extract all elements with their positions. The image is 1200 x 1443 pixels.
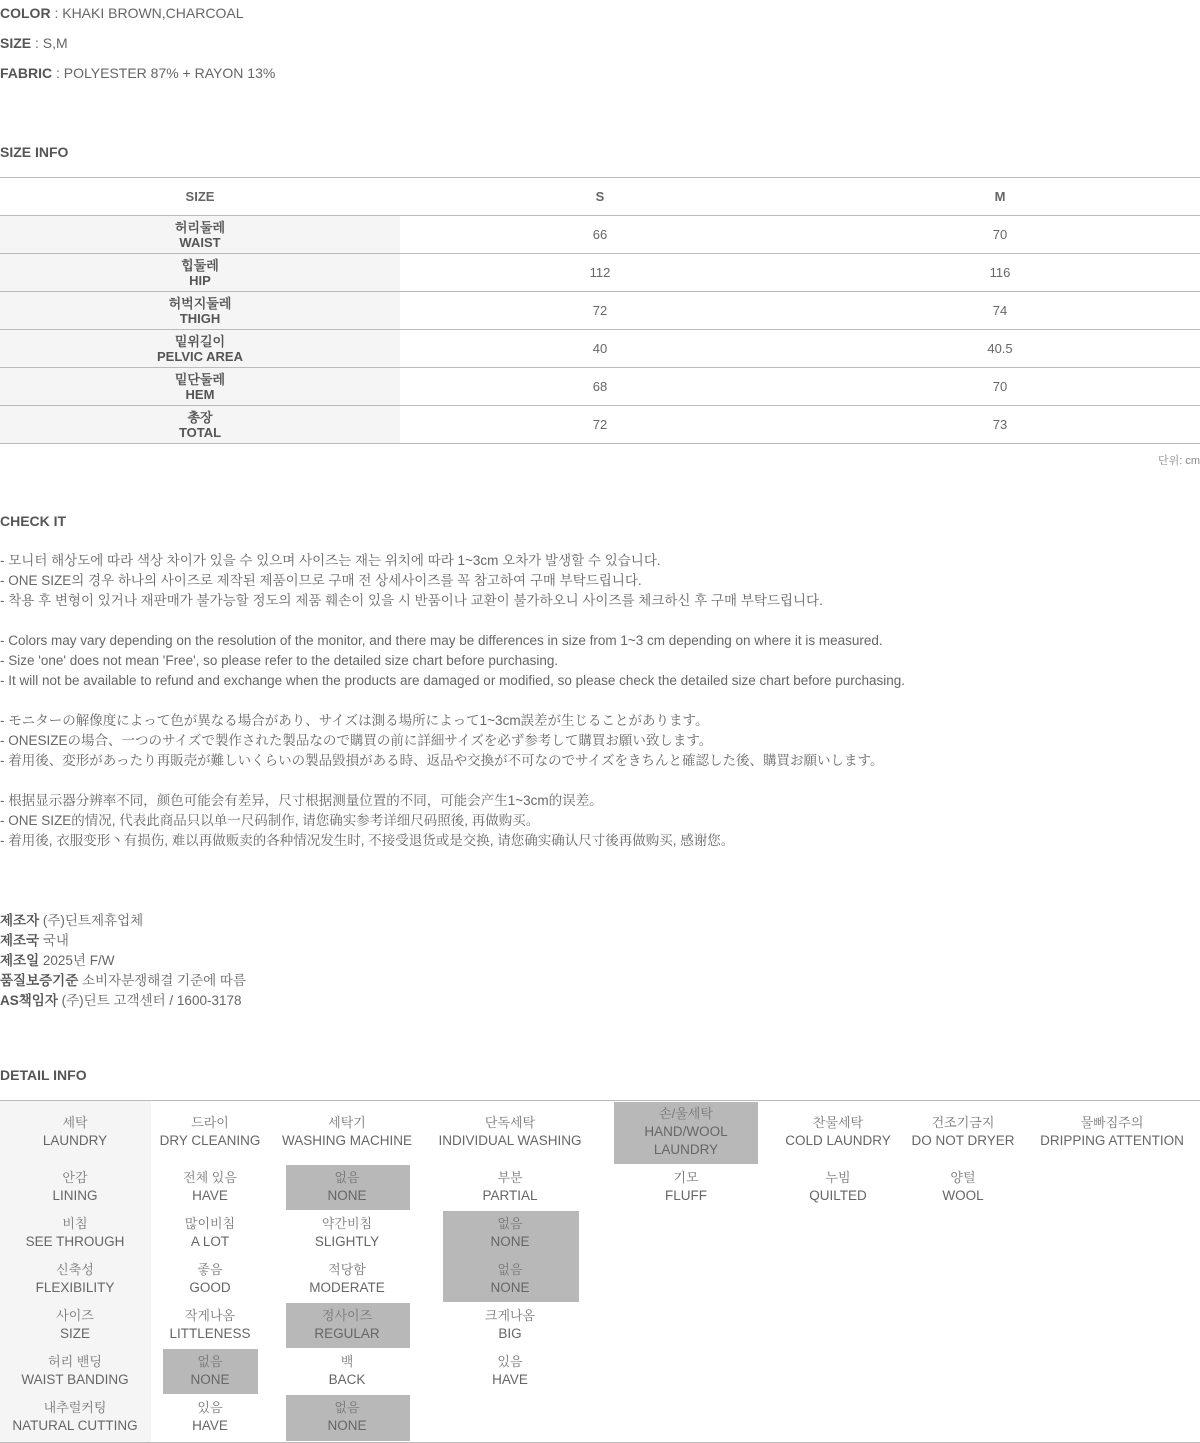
check-zh-3: - 着用後, 衣服变形丶有损伤, 难以再做贩卖的各种情况发生时, 不接受退货或是交换, 请您确实确认尺寸後再做购买, 感谢您。 xyxy=(0,833,735,848)
info-label: 품질보증기준 xyxy=(0,973,79,988)
check-ko-3: - 착용 후 변형이 있거나 재판매가 불가능할 정도의 제품 훼손이 있을 시 반품이나 교환이 불가하오니 사이즈를 체크하신 후 구매 부탁드립니다. xyxy=(0,593,823,608)
label-ko: 안감 xyxy=(62,1170,88,1185)
check-en-1: - Colors may vary depending on the resolution of the monitor, and there may be differences in size from 1~3 cm depending on where it is measured. xyxy=(0,633,883,648)
spec-label: SIZE xyxy=(0,35,32,51)
option-ko: 적당함 xyxy=(328,1262,366,1277)
table-row xyxy=(0,406,1200,444)
option-en: PARTIAL xyxy=(482,1188,538,1203)
option-ko: 없음 xyxy=(197,1354,223,1369)
label-en: WAIST xyxy=(179,234,221,250)
cell-s: 40 xyxy=(400,330,800,368)
size-table-header xyxy=(0,178,1200,216)
size-info-title: SIZE INFO xyxy=(0,144,69,160)
detail-label-natural-cutting xyxy=(12,1399,137,1435)
lining-option xyxy=(482,1169,537,1205)
spec-color xyxy=(0,3,243,23)
natural-cutting-option xyxy=(192,1399,228,1435)
option-ko: 기모 xyxy=(673,1170,699,1185)
option-ko: 있음 xyxy=(197,1400,223,1415)
table-row xyxy=(0,330,1200,368)
row-label xyxy=(0,292,400,330)
maker-quality xyxy=(0,971,246,991)
cell-m: 73 xyxy=(800,406,1200,444)
info-label: AS책임자 xyxy=(0,993,58,1008)
option-en: GOOD xyxy=(189,1280,231,1295)
lining-option xyxy=(665,1169,707,1205)
label-ko: 힙둘레 xyxy=(181,257,219,273)
detail-label-laundry xyxy=(43,1114,107,1150)
option-en: INDIVIDUAL WASHING xyxy=(438,1133,582,1148)
cell-s: 72 xyxy=(400,292,800,330)
spec-value: : KHAKI BROWN,CHARCOAL xyxy=(50,5,244,21)
lining-option-selected xyxy=(327,1169,366,1205)
laundry-option-selected xyxy=(644,1105,727,1159)
option-ko: 없음 xyxy=(497,1262,523,1277)
cell-m: 70 xyxy=(800,368,1200,406)
natural-cutting-option-selected xyxy=(327,1399,366,1435)
header-size: SIZE xyxy=(0,178,400,216)
option-en: HAVE xyxy=(492,1372,528,1387)
size-option-selected xyxy=(314,1307,379,1343)
waist-banding-option xyxy=(329,1353,366,1389)
check-ko-2: - ONE SIZE의 경우 하나의 사이즈로 제작된 제품이므로 구매 전 상세사이즈를 꼭 참고하여 구매 부탁드립니다. xyxy=(0,573,642,588)
detail-info-title: DETAIL INFO xyxy=(0,1067,87,1083)
maker-as xyxy=(0,991,241,1011)
see-through-option xyxy=(185,1215,235,1251)
label-en: LAUNDRY xyxy=(42,1133,108,1148)
detail-label-size xyxy=(56,1307,94,1343)
option-ko: 백 xyxy=(340,1354,354,1369)
label-ko: 총장 xyxy=(187,409,213,425)
option-ko: 좋음 xyxy=(197,1262,223,1277)
spec-value: : POLYESTER 87% + RAYON 13% xyxy=(52,65,276,81)
label-en: HIP xyxy=(189,272,211,288)
table-row xyxy=(0,292,1200,330)
detail-label-flexibility xyxy=(36,1261,115,1297)
detail-label-waist-banding xyxy=(21,1353,128,1389)
cell-m: 40.5 xyxy=(800,330,1200,368)
spec-value: : S,M xyxy=(31,35,68,51)
row-label xyxy=(0,254,400,292)
label-ko: 사이즈 xyxy=(56,1308,94,1323)
cell-s: 68 xyxy=(400,368,800,406)
check-en-2: - Size 'one' does not mean 'Free', so please refer to the detailed size chart before purchasing. xyxy=(0,653,559,668)
label-ko: 신축성 xyxy=(56,1262,94,1277)
info-label: 제조일 xyxy=(0,953,40,968)
option-en: FLUFF xyxy=(665,1188,707,1203)
row-label xyxy=(0,368,400,406)
header-s: S xyxy=(400,178,800,216)
waist-banding-option-selected xyxy=(190,1353,229,1389)
detail-label-lining xyxy=(52,1169,97,1205)
option-ko: 약간비침 xyxy=(321,1216,373,1231)
laundry-option xyxy=(160,1114,261,1150)
waist-banding-option xyxy=(492,1353,528,1389)
lining-option xyxy=(809,1169,867,1205)
option-en: NONE xyxy=(190,1372,230,1387)
label-en: SEE THROUGH xyxy=(25,1234,125,1249)
maker-country xyxy=(0,931,69,951)
check-ja-3: - 着用後、変形があったり再販売が難しいくらいの製品毀損がある時、返品や交換が不可なのでサイズをきちんと確認した後、購買お願いします。 xyxy=(0,753,884,768)
cell-s: 72 xyxy=(400,406,800,444)
option-ko: 드라이 xyxy=(191,1115,229,1130)
row-label xyxy=(0,216,400,254)
row-label xyxy=(0,330,400,368)
option-ko: 누빔 xyxy=(825,1170,851,1185)
option-en: HAVE xyxy=(192,1418,228,1433)
cell-m: 116 xyxy=(800,254,1200,292)
laundry-option xyxy=(282,1114,412,1150)
option-en: HAVE xyxy=(192,1188,228,1203)
lining-option xyxy=(183,1169,237,1205)
maker-manufacturer xyxy=(0,911,143,931)
option-en: DRY CLEANING xyxy=(159,1133,261,1148)
option-ko: 건조기금지 xyxy=(931,1115,995,1130)
laundry-option xyxy=(911,1114,1014,1150)
laundry-option xyxy=(438,1114,581,1150)
header-m: M xyxy=(800,178,1200,216)
option-en: DRIPPING ATTENTION xyxy=(1040,1133,1184,1148)
option-en: NONE xyxy=(327,1188,367,1203)
detail-label-see-through xyxy=(26,1215,125,1251)
label-ko: 허벅지둘레 xyxy=(168,295,232,311)
check-zh-1: - 根据显示器分辨率不同，颜色可能会有差异，尺寸根据测量位置的不同，可能会产生1~3cm的误差。 xyxy=(0,793,603,808)
laundry-option xyxy=(1040,1114,1184,1150)
size-table xyxy=(0,177,1200,444)
check-en-3: - It will not be available to refund and exchange when the products are damaged or modified, so please check the detailed size chart before purchasing. xyxy=(0,673,906,688)
unit-note: 단위: cm xyxy=(1157,455,1200,467)
table-row xyxy=(0,254,1200,292)
option-en: NONE xyxy=(490,1234,530,1249)
option-en: DO NOT DRYER xyxy=(911,1133,1015,1148)
label-ko: 허리 밴딩 xyxy=(48,1354,102,1369)
cell-s: 66 xyxy=(400,216,800,254)
label-en: LINING xyxy=(52,1188,98,1203)
label-ko: 밑위길이 xyxy=(174,333,226,349)
spec-size xyxy=(0,33,68,53)
check-ja-1: - モニターの解像度によって色が異なる場合があり、サイズは測る場所によって1~3cm誤差が生じることがあります。 xyxy=(0,713,709,728)
option-ko: 단독세탁 xyxy=(484,1115,536,1130)
table-row xyxy=(0,216,1200,254)
option-ko: 물빠짐주의 xyxy=(1080,1115,1144,1130)
label-en: PELVIC AREA xyxy=(157,348,243,364)
flexibility-option xyxy=(189,1261,230,1297)
cell-s: 112 xyxy=(400,254,800,292)
option-ko: 없음 xyxy=(497,1216,523,1231)
option-ko: 크게나옴 xyxy=(484,1308,536,1323)
label-en: SIZE xyxy=(59,1326,90,1341)
cell-m: 70 xyxy=(800,216,1200,254)
see-through-option xyxy=(315,1215,379,1251)
option-en: WASHING MACHINE xyxy=(281,1133,413,1148)
label-en: NATURAL CUTTING xyxy=(12,1418,138,1433)
flexibility-option xyxy=(309,1261,385,1297)
info-value: 국내 xyxy=(39,933,69,948)
info-value: (주)딘트 고객센터 / 1600-3178 xyxy=(57,993,242,1008)
option-ko: 양털 xyxy=(950,1170,976,1185)
label-ko: 밑단둘레 xyxy=(174,371,226,387)
option-en: COLD LAUNDRY xyxy=(785,1133,891,1148)
option-en: NONE xyxy=(490,1280,530,1295)
label-ko: 내추럴커팅 xyxy=(43,1400,107,1415)
info-value: 소비자분쟁해결 기준에 따름 xyxy=(78,973,246,988)
option-en: LAUNDRY xyxy=(653,1142,719,1157)
size-option xyxy=(485,1307,535,1343)
check-ko-1: - 모니터 해상도에 따라 색상 차이가 있을 수 있으며 사이즈는 재는 위치에 따라 1~3cm 오차가 발생할 수 있습니다. xyxy=(0,553,661,568)
option-ko: 전체 있음 xyxy=(183,1170,237,1185)
laundry-option xyxy=(785,1114,891,1150)
option-en: NONE xyxy=(327,1418,367,1433)
option-en: QUILTED xyxy=(809,1188,867,1203)
check-zh-2: - ONE SIZE的情况, 代表此商品只以单一尺码制作, 请您确实参考详细尺码照後, 再做购买。 xyxy=(0,813,540,828)
option-en: SLIGHTLY xyxy=(314,1234,380,1249)
info-value: (주)딘트제휴업체 xyxy=(39,913,144,928)
spec-fabric xyxy=(0,63,275,83)
option-ko: 찬물세탁 xyxy=(812,1115,864,1130)
option-ko: 세탁기 xyxy=(328,1115,366,1130)
option-en: A LOT xyxy=(190,1234,230,1249)
option-ko: 많이비침 xyxy=(184,1216,236,1231)
option-ko: 없음 xyxy=(334,1170,360,1185)
option-en: WOOL xyxy=(942,1188,984,1203)
spec-label: FABRIC xyxy=(0,65,53,81)
size-option xyxy=(169,1307,250,1343)
row-label xyxy=(0,406,400,444)
label-ko: 허리둘레 xyxy=(174,219,226,235)
lining-option xyxy=(942,1169,983,1205)
option-en: MODERATE xyxy=(309,1280,385,1295)
spec-label: COLOR xyxy=(0,5,51,21)
table-row xyxy=(0,368,1200,406)
option-ko: 부분 xyxy=(497,1170,523,1185)
option-en: BACK xyxy=(328,1372,366,1387)
label-en: HEM xyxy=(185,386,215,402)
label-en: TOTAL xyxy=(178,424,222,440)
option-en: BIG xyxy=(498,1326,522,1341)
label-ko: 비침 xyxy=(62,1216,88,1231)
option-ko: 작게나옴 xyxy=(184,1308,236,1323)
option-en: REGULAR xyxy=(314,1326,380,1341)
option-ko: 없음 xyxy=(334,1400,360,1415)
option-en: HAND/WOOL xyxy=(644,1124,728,1139)
label-en: THIGH xyxy=(179,310,221,326)
label-ko: 세탁 xyxy=(62,1115,88,1130)
option-ko: 손/울세탁 xyxy=(659,1106,713,1121)
info-label: 제조국 xyxy=(0,933,40,948)
check-ja-2: - ONESIZEの場合、一つのサイズで製作された製品なので購買の前に詳細サイズを必ず参考して購買お願い致します。 xyxy=(0,733,713,748)
label-en: FLEXIBILITY xyxy=(35,1280,115,1295)
cell-m: 74 xyxy=(800,292,1200,330)
option-ko: 있음 xyxy=(497,1354,523,1369)
flexibility-option-selected xyxy=(490,1261,529,1297)
label-en: WAIST BANDING xyxy=(21,1372,129,1387)
option-ko: 정사이즈 xyxy=(321,1308,373,1323)
check-it-title: CHECK IT xyxy=(0,513,67,529)
option-en: LITTLENESS xyxy=(169,1326,251,1341)
info-label: 제조자 xyxy=(0,913,40,928)
maker-date xyxy=(0,951,114,971)
see-through-option-selected xyxy=(490,1215,529,1251)
info-value: 2025년 F/W xyxy=(39,953,115,968)
